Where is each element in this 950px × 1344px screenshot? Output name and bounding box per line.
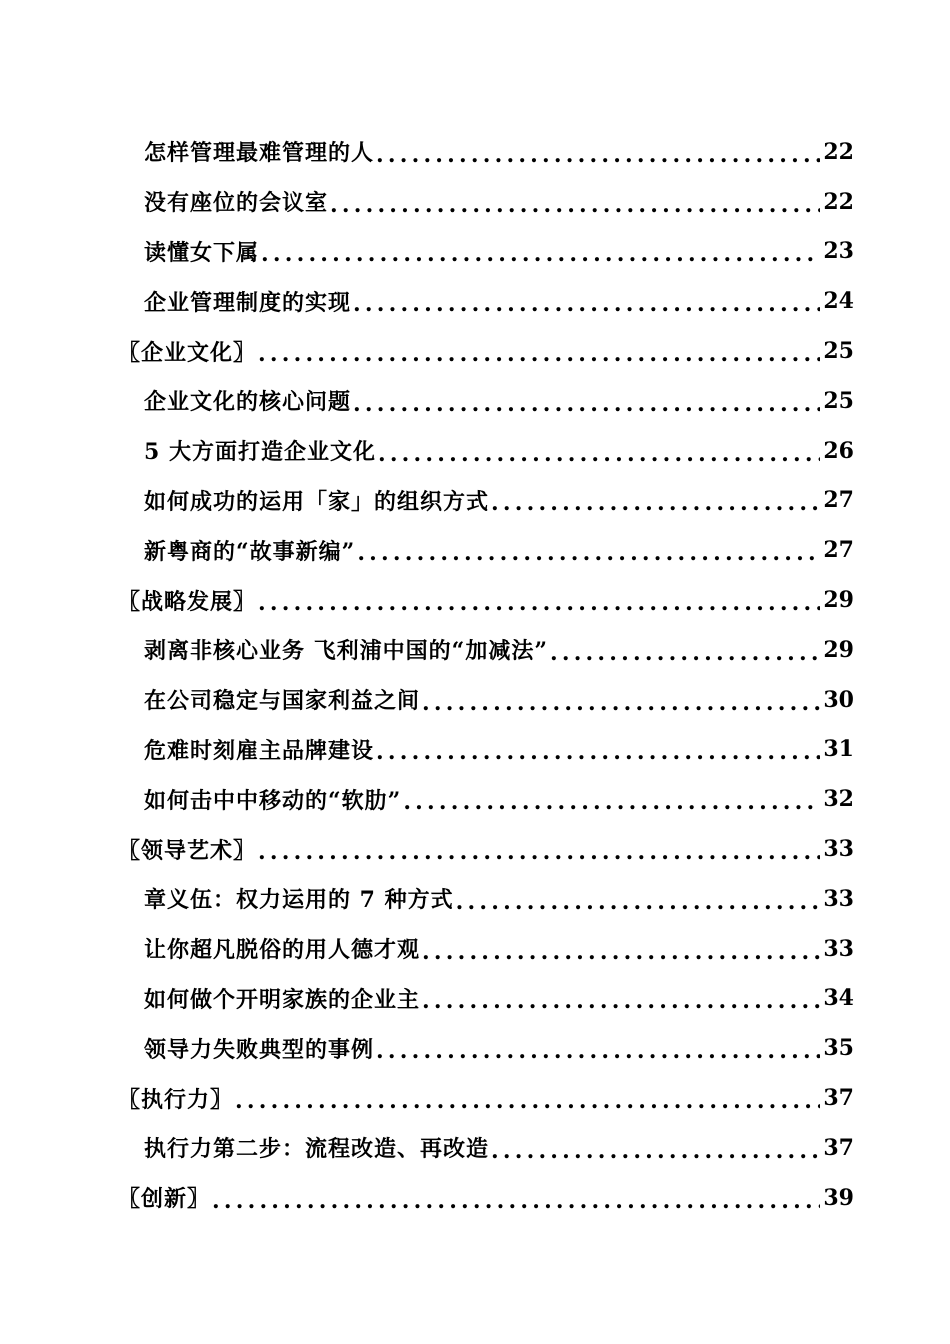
toc-entry[interactable] bbox=[0, 725, 950, 775]
toc-dot-leader bbox=[357, 542, 820, 564]
toc-entry[interactable] bbox=[0, 177, 950, 227]
toc-entry-title: 在公司稳定与国家利益之间 bbox=[144, 688, 421, 715]
toc-entry[interactable] bbox=[0, 426, 950, 476]
toc-page-number: 25 bbox=[823, 387, 854, 414]
toc-section-heading[interactable] bbox=[0, 1073, 950, 1123]
toc-page-number: 33 bbox=[823, 935, 854, 962]
toc-page-number: 37 bbox=[823, 1134, 854, 1161]
toc-page-number: 25 bbox=[823, 338, 854, 365]
toc-dot-leader bbox=[403, 791, 820, 813]
toc-page-number: 32 bbox=[823, 786, 854, 813]
toc-entry-title: 让你超凡脱俗的用人德才观 bbox=[144, 937, 421, 964]
toc-dot-leader bbox=[491, 1140, 820, 1162]
toc-dot-leader bbox=[376, 1040, 820, 1062]
toc-section-title: 〖领导艺术〗 bbox=[118, 837, 257, 864]
toc-dot-leader bbox=[550, 642, 820, 664]
toc-entry-title: 领导力失败典型的事例 bbox=[144, 1036, 375, 1063]
toc-page-number: 29 bbox=[823, 587, 854, 614]
toc-entry-title: 没有座位的会议室 bbox=[144, 190, 329, 217]
toc-entry[interactable] bbox=[0, 525, 950, 575]
toc-entry[interactable] bbox=[0, 774, 950, 824]
toc-dot-leader bbox=[422, 692, 820, 714]
toc-entry-title: 如何成功的运用「家」的组织方式 bbox=[144, 488, 490, 515]
toc-dot-leader bbox=[353, 393, 820, 415]
toc-entry-title: 剥离非核心业务 飞利浦中国的“加减法” bbox=[144, 638, 548, 665]
toc-entry-title: 如何做个开明家族的企业主 bbox=[144, 986, 421, 1013]
toc-entry-title: 如何击中中移动的“软肋” bbox=[144, 787, 402, 814]
toc-page-number: 24 bbox=[823, 288, 854, 315]
toc-dot-leader bbox=[376, 741, 820, 763]
toc-entry-title: 章义伍：权力运用的 7 种方式 bbox=[144, 887, 454, 914]
toc-dot-leader bbox=[258, 343, 820, 365]
toc-dot-leader bbox=[258, 592, 820, 614]
toc-page-number: 34 bbox=[823, 985, 854, 1012]
toc-dot-leader bbox=[456, 891, 821, 913]
toc-section-heading[interactable] bbox=[0, 326, 950, 376]
toc-entry[interactable] bbox=[0, 625, 950, 675]
toc-entry-title: 新粤商的“故事新编” bbox=[144, 538, 356, 565]
toc-page-number: 26 bbox=[823, 437, 854, 464]
toc-dot-leader bbox=[235, 1090, 820, 1112]
toc-page-number: 27 bbox=[823, 537, 854, 564]
toc-entry-title: 读懂女下属 bbox=[144, 239, 260, 266]
toc-entry-title: 执行力第二步：流程改造、再改造 bbox=[144, 1136, 490, 1163]
toc-dot-leader bbox=[258, 841, 820, 863]
toc-page-number: 29 bbox=[823, 636, 854, 663]
toc-entry[interactable] bbox=[0, 874, 950, 924]
toc-page-number: 22 bbox=[823, 188, 854, 215]
toc-entry[interactable] bbox=[0, 476, 950, 526]
toc-dot-leader bbox=[376, 144, 820, 166]
toc-section-heading[interactable] bbox=[0, 824, 950, 874]
toc-dot-leader bbox=[330, 194, 820, 216]
toc-entry[interactable] bbox=[0, 974, 950, 1024]
toc-entry[interactable] bbox=[0, 227, 950, 277]
toc-section-title: 〖战略发展〗 bbox=[118, 588, 257, 615]
toc-page-number: 35 bbox=[823, 1035, 854, 1062]
toc-section-title: 〖创新〗 bbox=[118, 1186, 211, 1213]
toc-page-number: 22 bbox=[823, 138, 854, 165]
toc-entry-title: 危难时刻雇主品牌建设 bbox=[144, 737, 375, 764]
toc-section-title: 〖企业文化〗 bbox=[118, 339, 257, 366]
toc-dot-leader bbox=[261, 243, 820, 265]
toc-page-number: 31 bbox=[823, 736, 854, 763]
toc-section-title: 〖执行力〗 bbox=[118, 1086, 234, 1113]
toc-entry[interactable] bbox=[0, 276, 950, 326]
toc-entry-title: 怎样管理最难管理的人 bbox=[144, 140, 375, 167]
toc-page-number: 30 bbox=[823, 686, 854, 713]
toc-dot-leader bbox=[422, 990, 820, 1012]
toc-dot-leader bbox=[212, 1190, 820, 1212]
toc-section-heading[interactable] bbox=[0, 1173, 950, 1223]
toc-page-number: 33 bbox=[823, 885, 854, 912]
table-of-contents bbox=[0, 127, 950, 1223]
toc-entry[interactable] bbox=[0, 1123, 950, 1173]
toc-entry-title: 5 大方面打造企业文化 bbox=[144, 439, 376, 466]
toc-dot-leader bbox=[491, 492, 820, 514]
toc-section-heading[interactable] bbox=[0, 575, 950, 625]
toc-entry[interactable] bbox=[0, 376, 950, 426]
toc-entry-title: 企业文化的核心问题 bbox=[144, 389, 352, 416]
toc-page-number: 33 bbox=[823, 836, 854, 863]
toc-page-number: 23 bbox=[823, 238, 854, 265]
toc-dot-leader bbox=[422, 941, 820, 963]
toc-entry[interactable] bbox=[0, 675, 950, 725]
toc-dot-leader bbox=[378, 443, 820, 465]
toc-page-number: 27 bbox=[823, 487, 854, 514]
toc-page-number: 37 bbox=[823, 1085, 854, 1112]
toc-page-number: 39 bbox=[823, 1184, 854, 1211]
toc-entry[interactable] bbox=[0, 924, 950, 974]
toc-dot-leader bbox=[353, 293, 820, 315]
toc-entry[interactable] bbox=[0, 1023, 950, 1073]
toc-entry-title: 企业管理制度的实现 bbox=[144, 289, 352, 316]
toc-entry[interactable] bbox=[0, 127, 950, 177]
